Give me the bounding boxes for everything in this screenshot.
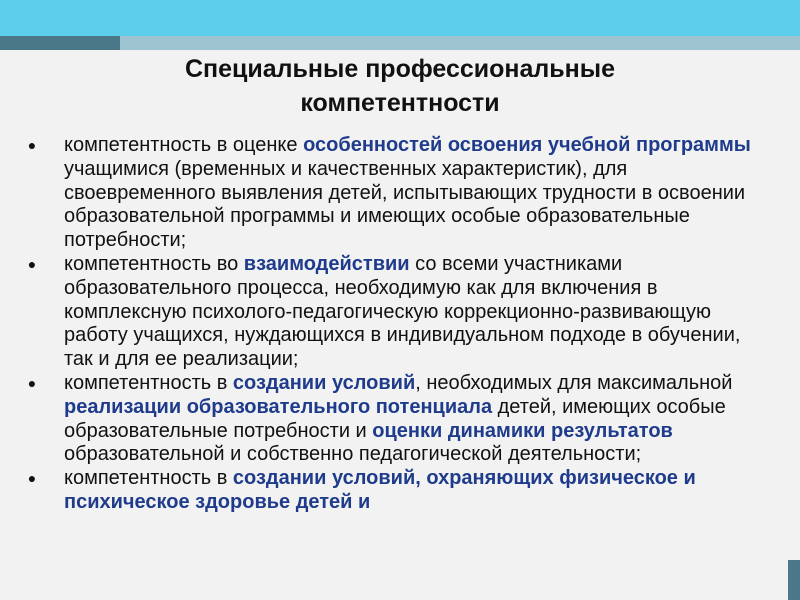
- highlighted-term: оценки динамики результатов: [372, 419, 673, 442]
- bullet-item: [22, 253, 770, 372]
- highlighted-term: взаимодействии: [243, 252, 410, 275]
- bullet-dot-icon: ●: [27, 374, 37, 391]
- bullet-list: [22, 134, 770, 515]
- bullet-text: компетентность в: [64, 371, 233, 394]
- header-stripe-dark-segment: [0, 36, 120, 50]
- corner-accent: [788, 560, 800, 600]
- bullet-text: компетентность в оценке: [64, 134, 304, 156]
- bullet-dot-icon: ●: [27, 137, 37, 153]
- highlighted-term: создании условий, охраняющих физическое и психическое здоровье детей и: [64, 467, 696, 513]
- bullet-text: образовательной и собственно педагогической деятельности;: [64, 443, 642, 466]
- slide-title-line-2: компетентности: [300, 89, 500, 117]
- bullet-item: [22, 134, 770, 253]
- slide-title-line-1: Специальные профессиональные: [184, 55, 616, 83]
- highlighted-term: реализации образовательного потенциала: [64, 395, 493, 418]
- bullet-dot-icon: ●: [27, 255, 37, 272]
- bullet-text: со всеми участниками образовательного процесса, необходимую как для включения в комплексную психолого-педагогическую коррекционно-развивающую работу учащихся, нуждающихся в индивидуальном подходе в обучении, так и для ее реализации;: [64, 252, 741, 371]
- bullet-dot-icon: ●: [27, 470, 37, 487]
- bullet-text: компетентность во: [64, 252, 244, 275]
- top-color-band: [0, 0, 800, 36]
- header-stripe-light-segment: [120, 36, 800, 50]
- slide-title: [60, 52, 740, 120]
- bullet-text: учащимися (временных и качественных характеристик), для своевременного выявления детей, испытывающих трудности в освоении образовательной программы и имеющих особые образовательные потребности;: [64, 157, 746, 252]
- bullet-text: компетентность в: [64, 467, 233, 490]
- bullet-item: [22, 372, 770, 467]
- bullet-text: детей, имеющих особые образовательные потребности и: [64, 395, 726, 442]
- bullet-item: [22, 467, 770, 515]
- bullet-text: , необходимых для максимальной: [415, 371, 733, 394]
- highlighted-term: особенностей освоения учебной программы: [303, 134, 751, 156]
- highlighted-term: создании условий: [232, 371, 416, 394]
